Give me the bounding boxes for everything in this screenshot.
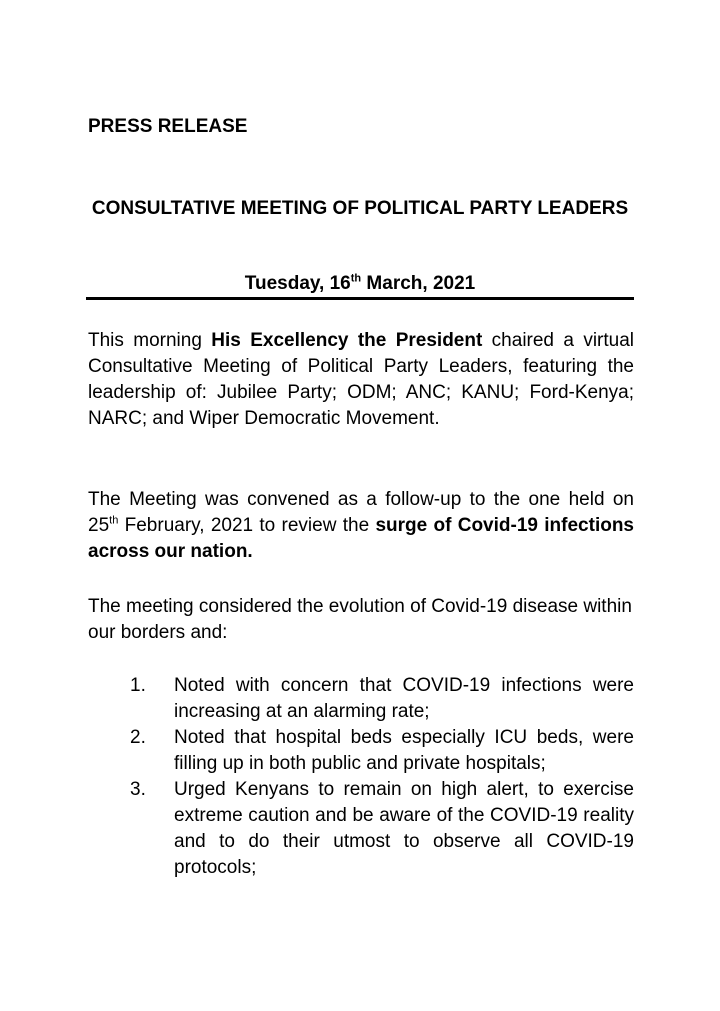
para1-body: chaired a virtual Consultative Meeting of Political Party Leaders, featuring the leadership of: Jubilee Party; ODM; ANC; KANU; Ford-Kenya; NARC; and Wiper Democratic Movement. xyxy=(88,330,634,429)
list-item xyxy=(88,673,634,725)
list-item xyxy=(88,777,634,881)
resolutions-list xyxy=(88,673,634,881)
date-ordinal: th xyxy=(350,272,362,285)
paragraph-3: The meeting considered the evolution of Covid-19 disease within our borders and: xyxy=(88,596,632,643)
list-item-text: Noted with concern that COVID-19 infections were increasing at an alarming rate; xyxy=(174,675,634,722)
paragraph-1 xyxy=(88,328,634,432)
list-item-number: 1. xyxy=(130,675,146,696)
para1-intro: This morning xyxy=(88,330,212,351)
paragraph-2 xyxy=(88,487,634,565)
list-item-text: Noted that hospital beds especially ICU beds, were filling up in both public and private hospitals; xyxy=(174,727,634,774)
para2-bold: surge of Covid-19 infections across our nation. xyxy=(88,515,634,562)
para2-ordinal: th xyxy=(109,514,119,527)
list-item-number: 2. xyxy=(130,727,146,748)
date-day: Tuesday, 16 xyxy=(244,273,351,294)
list-item xyxy=(88,725,634,777)
date-rest: March, 2021 xyxy=(361,273,476,294)
para2-intro: The Meeting was convened as a follow-up to the one held on 25 xyxy=(88,489,634,536)
press-release-heading: PRESS RELEASE xyxy=(88,116,248,137)
title-divider xyxy=(86,297,634,300)
para2-middle: February, 2021 to review the xyxy=(118,515,376,536)
para1-bold: His Excellency the President xyxy=(211,330,483,351)
document-title: CONSULTATIVE MEETING OF POLITICAL PARTY LEADERS xyxy=(91,198,629,219)
list-item-number: 3. xyxy=(130,779,146,800)
document-date xyxy=(86,272,634,296)
list-item-text: Urged Kenyans to remain on high alert, to exercise extreme caution and be aware of the COVID-19 reality and to do their utmost to observe all COVID-19 protocols; xyxy=(174,779,634,878)
